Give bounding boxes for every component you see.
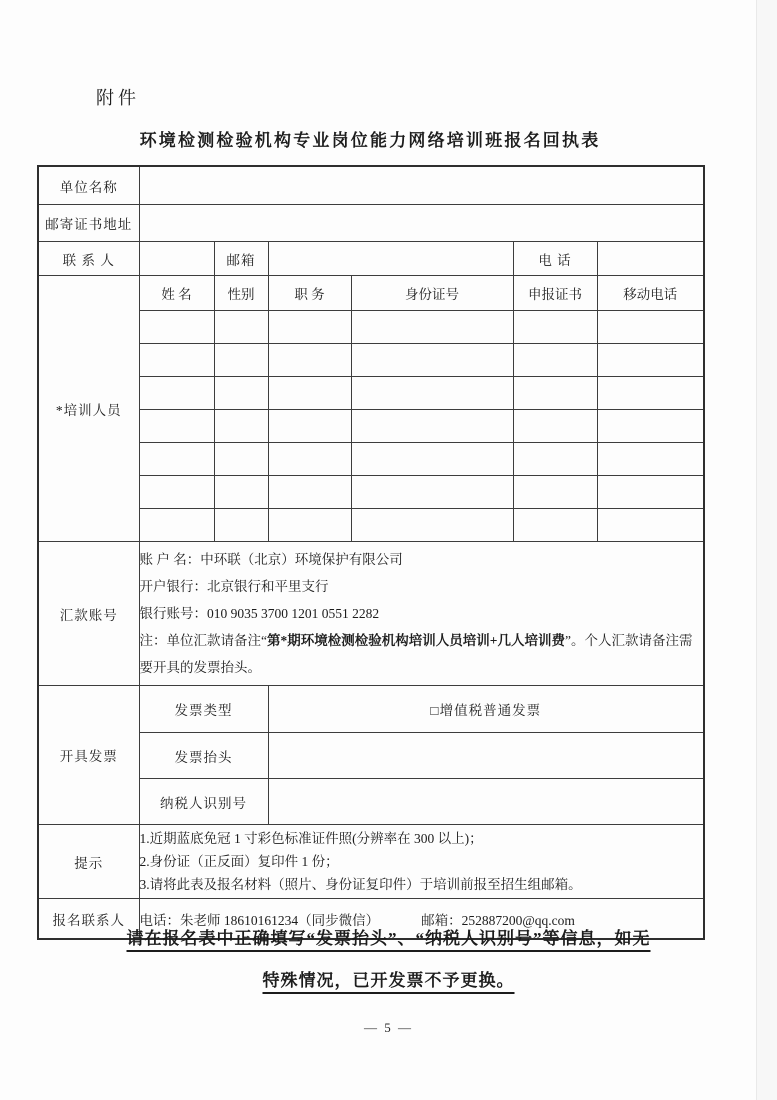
invoice-tax-id-value-cell <box>268 779 704 825</box>
remittance-note <box>140 627 704 681</box>
trainee-cell <box>513 311 597 344</box>
footer-note <box>0 924 777 991</box>
contact-email-label: 邮箱 <box>214 242 268 276</box>
tips-item: 1.近期蓝底免冠 1 寸彩色标准证件照(分辨率在 300 以上)； <box>139 831 483 846</box>
trainee-header-certificate: 申报证书 <box>513 276 597 311</box>
mailing-address-value-cell <box>139 205 704 242</box>
trainee-cell <box>139 377 214 410</box>
remittance-account-number: 银行账号：010 9035 3700 1201 0551 2282 <box>139 606 380 621</box>
trainee-cell <box>268 344 351 377</box>
trainee-cell <box>351 509 513 542</box>
remittance-content <box>139 542 704 686</box>
trainee-cell <box>214 377 268 410</box>
trainee-cell <box>597 509 704 542</box>
invoice-title-value-cell <box>268 733 704 779</box>
trainee-header-position: 职 务 <box>268 276 351 311</box>
remittance-note-emphasis: 第*期环境检测检验机构培训人员培训+几人培训费 <box>267 633 565 648</box>
trainee-cell <box>268 509 351 542</box>
trainee-cell <box>139 509 214 542</box>
tips-item: 2.身份证（正反面）复印件 1 份； <box>139 854 339 869</box>
trainee-cell <box>597 377 704 410</box>
trainee-cell <box>351 476 513 509</box>
trainee-cell <box>139 410 214 443</box>
trainee-cell <box>513 344 597 377</box>
unit-name-row <box>38 166 704 205</box>
trainee-cell <box>268 377 351 410</box>
page-title: 环境检测检验机构专业岗位能力网络培训班报名回执表 <box>139 131 601 150</box>
registration-contact-email: 邮箱：252887200@qq.com <box>421 912 575 928</box>
mailing-address-row <box>38 205 704 242</box>
trainee-header-name: 姓 名 <box>139 276 214 311</box>
trainee-cell <box>351 344 513 377</box>
trainee-cell <box>214 344 268 377</box>
remittance-row <box>38 542 704 686</box>
invoice-type-checkbox-value: □增值税普通发票 <box>268 686 704 733</box>
footer-note-line1: 请在报名表中正确填写“发票抬头”、“纳税人识别号”等信息，如无 <box>126 929 651 948</box>
trainee-cell <box>597 311 704 344</box>
trainee-cell <box>597 410 704 443</box>
trainee-cell <box>513 410 597 443</box>
tips-row <box>38 825 704 899</box>
invoice-type-label: 发票类型 <box>139 686 268 733</box>
trainee-cell <box>139 344 214 377</box>
trainee-cell <box>351 377 513 410</box>
trainee-cell <box>214 311 268 344</box>
tips-item: 3.请将此表及报名材料（照片、身份证复印件）于培训前报至招生组邮箱。 <box>139 877 582 892</box>
trainee-cell <box>268 443 351 476</box>
remittance-bank: 开户银行：北京银行和平里支行 <box>139 579 329 594</box>
remittance-account-name: 账 户 名：中环联（北京）环境保护有限公司 <box>139 552 403 567</box>
trainee-cell <box>214 509 268 542</box>
trainee-header-row <box>38 276 704 311</box>
page-number: — 5 — <box>364 1020 413 1035</box>
contact-row <box>38 242 704 276</box>
mailing-address-label: 邮寄证书地址 <box>38 205 139 242</box>
trainee-cell <box>597 476 704 509</box>
invoice-label: 开具发票 <box>38 686 139 825</box>
trainee-cell <box>214 410 268 443</box>
trainee-cell <box>139 476 214 509</box>
unit-name-label: 单位名称 <box>38 166 139 205</box>
remittance-note-prefix: 注：单位汇款请备注“ <box>139 633 267 648</box>
footer-note-line2: 特殊情况，已开发票不予更换。 <box>262 971 515 990</box>
invoice-tax-id-label: 纳税人识别号 <box>139 779 268 825</box>
trainee-cell <box>513 377 597 410</box>
trainee-cell <box>351 311 513 344</box>
trainee-cell <box>513 443 597 476</box>
trainee-header-id-number: 身份证号 <box>351 276 513 311</box>
trainee-cell <box>268 476 351 509</box>
invoice-type-row <box>38 686 704 733</box>
trainee-cell <box>268 311 351 344</box>
contact-phone-cell <box>597 242 704 276</box>
contact-label: 联 系 人 <box>38 242 139 276</box>
trainee-cell <box>139 443 214 476</box>
trainee-cell <box>513 476 597 509</box>
contact-name-cell <box>139 242 214 276</box>
remittance-note-suffix: ”。个人汇款请备注需要开具的发票抬头。 <box>139 633 693 675</box>
registration-contact-phone: 电话：朱老师 18610161234（同步微信） <box>139 912 380 928</box>
tips-content <box>139 825 704 899</box>
trainees-label: *培训人员 <box>38 276 139 542</box>
trainee-cell <box>597 443 704 476</box>
trainee-header-mobile: 移动电话 <box>597 276 704 311</box>
trainee-cell <box>214 476 268 509</box>
trainee-cell <box>268 410 351 443</box>
tips-label: 提示 <box>38 825 139 899</box>
registration-contact-label: 报名联系人 <box>38 899 139 940</box>
trainee-cell <box>139 311 214 344</box>
trainee-cell <box>351 410 513 443</box>
trainee-cell <box>513 509 597 542</box>
trainee-cell <box>214 443 268 476</box>
attachment-label: 附件 <box>96 88 140 108</box>
remittance-label: 汇款账号 <box>38 542 139 686</box>
contact-email-cell <box>268 242 513 276</box>
registration-form-table <box>37 165 705 940</box>
unit-name-value-cell <box>139 166 704 205</box>
contact-phone-label: 电 话 <box>513 242 597 276</box>
invoice-title-label: 发票抬头 <box>139 733 268 779</box>
trainee-cell <box>351 443 513 476</box>
trainee-header-gender: 性别 <box>214 276 268 311</box>
trainee-cell <box>597 344 704 377</box>
